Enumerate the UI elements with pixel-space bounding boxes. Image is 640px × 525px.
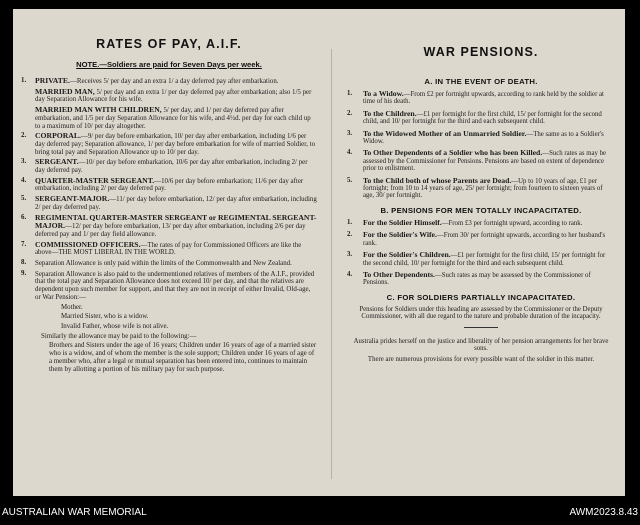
section-c-text: Pensions for Soldiers under this heading are assessed by the Commissioner or the Deputy Commissioner, with all due regard to the nature and probable duration of the incapacity. bbox=[359, 305, 603, 321]
list-item bbox=[347, 251, 615, 267]
item-number: 1. bbox=[347, 218, 353, 226]
item-body bbox=[363, 251, 615, 267]
item-text: 5/ per day and an extra 1/ per day deferred pay after embarkation; also 1/5 per day Separation Allowance for his wife. bbox=[35, 88, 312, 104]
relative-item: Married Sister, who is a widow. bbox=[61, 313, 149, 321]
item-lead: To Other Dependents. bbox=[363, 269, 435, 279]
item-lead: To the Widowed Mother of an Unmarried Soldier. bbox=[363, 128, 527, 138]
item-lead: COMMISSIONED OFFICERS. bbox=[35, 239, 141, 249]
item-number: 2. bbox=[347, 231, 353, 239]
item-number: 1. bbox=[347, 90, 353, 97]
list-item bbox=[347, 110, 615, 126]
item-number bbox=[21, 88, 35, 104]
brothers-paragraph: Brothers and Sisters under the age of 16 years; Children under 16 years of age of a married sister who is a widow, and of whom the member is the sole support; Children under 16 years of age of a member who, after a legal or mutual separation has been entered into, continues to maintain them by allotting a portion of his military pay for such purpose. bbox=[49, 342, 317, 373]
item-body bbox=[363, 271, 615, 287]
item-text: —Such rates as may be assessed by the Commissioner for Pensions. Pensions are based on extent of dependence prior to enlistment. bbox=[363, 150, 607, 173]
closing-paragraph: There are numerous provisions for every possible want of the soldier in this matter. bbox=[367, 356, 595, 364]
item-body bbox=[363, 219, 615, 227]
item-body bbox=[363, 149, 615, 172]
item-lead: To the Child both of whose Parents are Dead. bbox=[363, 175, 512, 185]
list-item bbox=[21, 270, 317, 302]
column-divider bbox=[331, 49, 332, 479]
item-text: —From 30/ per fortnight upwards, according to her husband's rank. bbox=[363, 232, 606, 247]
item-number: 3. bbox=[21, 158, 27, 166]
rates-of-pay-column bbox=[21, 37, 317, 375]
list-item bbox=[347, 90, 615, 106]
item-lead: REGIMENTAL QUARTER-MASTER SERGEANT or REGIMENTAL SERGEANT-MAJOR. bbox=[35, 212, 317, 231]
item-body bbox=[363, 130, 615, 146]
item-body bbox=[35, 177, 317, 193]
item-body bbox=[35, 259, 317, 268]
item-number: 7. bbox=[21, 240, 27, 248]
item-text: —12/ per day before embarkation, 13/ per day after embarkation, including 2/6 per day deferred pay and 1/ per day field allowance. bbox=[35, 223, 306, 238]
list-item bbox=[21, 158, 317, 174]
list-item bbox=[21, 241, 317, 257]
list-item bbox=[347, 219, 615, 227]
item-body bbox=[35, 77, 317, 86]
list-item bbox=[21, 88, 317, 104]
document-page bbox=[13, 9, 625, 496]
item-text: —From £2 per fortnight upwards, according to rank held by the soldier at time of his death. bbox=[363, 91, 604, 106]
item-lead: For the Soldier's Children. bbox=[363, 250, 451, 260]
item-lead: MARRIED MAN, bbox=[35, 86, 95, 96]
item-number: 6. bbox=[21, 213, 27, 221]
item-lead: SERGEANT-MAJOR. bbox=[35, 194, 110, 204]
section-a-list bbox=[347, 90, 615, 200]
pensions-title: WAR PENSIONS. bbox=[423, 45, 539, 59]
separator-rule bbox=[464, 327, 498, 328]
item-lead: For the Soldier's Wife. bbox=[363, 230, 437, 240]
accession-number: AWM2023.8.43 bbox=[569, 507, 638, 518]
item-number: 4. bbox=[21, 176, 27, 184]
rates-title: RATES OF PAY, A.I.F. bbox=[96, 37, 242, 51]
closing-paragraph: Australia prides herself on the justice and liberality of her pension arrangements for her brave sons. bbox=[353, 337, 609, 352]
item-body bbox=[363, 177, 615, 200]
item-lead: To a Widow. bbox=[363, 89, 404, 98]
item-lead: SERGEANT. bbox=[35, 157, 79, 167]
list-item bbox=[347, 177, 615, 200]
item-number: 3. bbox=[347, 251, 353, 259]
item-text: —Up to 10 years of age, £1 per fortnight; from 10 to 14 years of age, 25/ per fortnight; from fourteen to sixteen years of age, 30/ per fortnight. bbox=[363, 177, 603, 200]
item-lead: MARRIED MAN WITH CHILDREN, bbox=[35, 105, 162, 115]
item-number: 5. bbox=[347, 176, 353, 184]
item-number bbox=[21, 106, 35, 130]
item-body bbox=[35, 195, 317, 211]
item-body bbox=[35, 106, 317, 130]
item-number: 9. bbox=[21, 269, 27, 277]
list-item bbox=[347, 231, 615, 247]
list-item bbox=[347, 271, 615, 287]
item-text: —10/6 per day before embarkation; 11/6 per day after embarkation, including 2/ per day deferred pay. bbox=[35, 177, 304, 193]
item-text: —The same as to a Soldier's Widow. bbox=[363, 130, 604, 146]
relative-item: Invalid Father, whose wife is not alive. bbox=[61, 322, 169, 330]
item-text: Separation Allowance is only paid within the limits of the Commonwealth and New Zealand. bbox=[35, 260, 292, 268]
item-body bbox=[363, 110, 615, 126]
caption-bar bbox=[0, 505, 640, 521]
list-item bbox=[21, 106, 317, 130]
item-number: 4. bbox=[347, 270, 353, 278]
similarly-line: Similarly the allowance may be paid to the following:— bbox=[41, 332, 197, 340]
item-text: —10/ per day before embarkation, 10/6 per day after embarkation, including 2/ per day deferred pay. bbox=[35, 159, 308, 175]
war-pensions-column bbox=[347, 45, 615, 368]
source-credit: AUSTRALIAN WAR MEMORIAL bbox=[2, 507, 147, 518]
pay-items-list bbox=[21, 77, 317, 302]
item-number: 1. bbox=[21, 77, 27, 84]
item-number: 2. bbox=[21, 132, 27, 140]
section-b-list bbox=[347, 219, 615, 287]
item-text: —The rates of pay for Commissioned Officers are like the above—THE MOST LIBERAL IN THE WORLD. bbox=[35, 241, 302, 257]
item-text: —Such rates as may be assessed by the Commissioner of Pensions. bbox=[363, 271, 591, 287]
item-body bbox=[363, 231, 615, 247]
note-line: NOTE.—Soldiers are paid for Seven Days per week. bbox=[76, 60, 262, 69]
item-lead: QUARTER-MASTER SERGEANT. bbox=[35, 175, 155, 185]
item-lead: To the Children. bbox=[363, 108, 417, 118]
item-number: 3. bbox=[347, 129, 353, 137]
list-item bbox=[21, 195, 317, 211]
item-number: 4. bbox=[347, 149, 353, 157]
item-body bbox=[35, 88, 317, 104]
section-a-heading: A. IN THE EVENT OF DEATH. bbox=[424, 77, 538, 86]
list-item bbox=[21, 132, 317, 156]
list-item bbox=[347, 149, 615, 172]
list-item bbox=[347, 130, 615, 146]
item-lead: For the Soldier Himself. bbox=[363, 217, 442, 227]
item-body bbox=[35, 214, 317, 239]
relative-item: Mother. bbox=[61, 303, 83, 311]
item-number: 8. bbox=[21, 259, 27, 267]
item-body bbox=[35, 158, 317, 174]
list-item bbox=[21, 214, 317, 239]
item-number: 5. bbox=[21, 195, 27, 203]
item-number: 2. bbox=[347, 109, 353, 117]
section-c-heading: C. FOR SOLDIERS PARTIALLY INCAPACITATED. bbox=[386, 292, 576, 302]
item-body bbox=[35, 132, 317, 156]
item-text: —£1 per fortnight for the first child, 15/ per fortnight for the second child, and 10/ per fortnight for the third and each subsequent child. bbox=[363, 110, 602, 126]
item-text: —Receives 5/ per day and an extra 1/ a day deferred pay after embarkation. bbox=[69, 78, 279, 85]
item-text: 5/ per day, and 1/ per day deferred pay after embarkation, and 1/5 per day Separation Allowance for his wife, and 4½d. per day for each child up to a maximum of 10/ per day altogether. bbox=[35, 107, 311, 130]
list-item bbox=[21, 259, 317, 268]
item-text: —£1 per fortnight for the first child, 15/ per fortnight for the second child, 10/ per fortnight for the third and each subsequent child. bbox=[363, 252, 606, 267]
item-text: Separation Allowance is also paid to the undermentioned relatives of members of the A.I.F., provided that the total pay and Separation Allowance does not exceed 10/ per day, and that the relatives are dependent upon such member for support, and that they are not in receipt of either Invalid, Old-age, or War Pension:— bbox=[35, 270, 315, 301]
item-body bbox=[35, 270, 317, 302]
item-lead: PRIVATE. bbox=[35, 76, 70, 85]
item-text: —From £3 per fortnight upward, according to rank. bbox=[441, 219, 583, 227]
item-text: —11/ per day before embarkation, 12/ per day after embarkation, including 2/ per day deferred pay. bbox=[35, 196, 317, 211]
item-lead: To Other Dependents of a Soldier who has been Killed. bbox=[363, 148, 543, 158]
list-item bbox=[21, 177, 317, 193]
list-item bbox=[21, 77, 317, 86]
item-body bbox=[35, 241, 317, 257]
section-b-heading: B. PENSIONS FOR MEN TOTALLY INCAPACITATED. bbox=[380, 205, 582, 215]
item-text: —9/ per day before embarkation, 10/ per day after embarkation, including 1/6 per day deferred pay; Separation allowance, 1/ per day before embarkation for wife of married Soldier, to bring total pay and Separation Allowance up to 10/ per day. bbox=[35, 133, 316, 156]
item-lead: CORPORAL. bbox=[35, 131, 81, 141]
item-body bbox=[363, 90, 615, 106]
